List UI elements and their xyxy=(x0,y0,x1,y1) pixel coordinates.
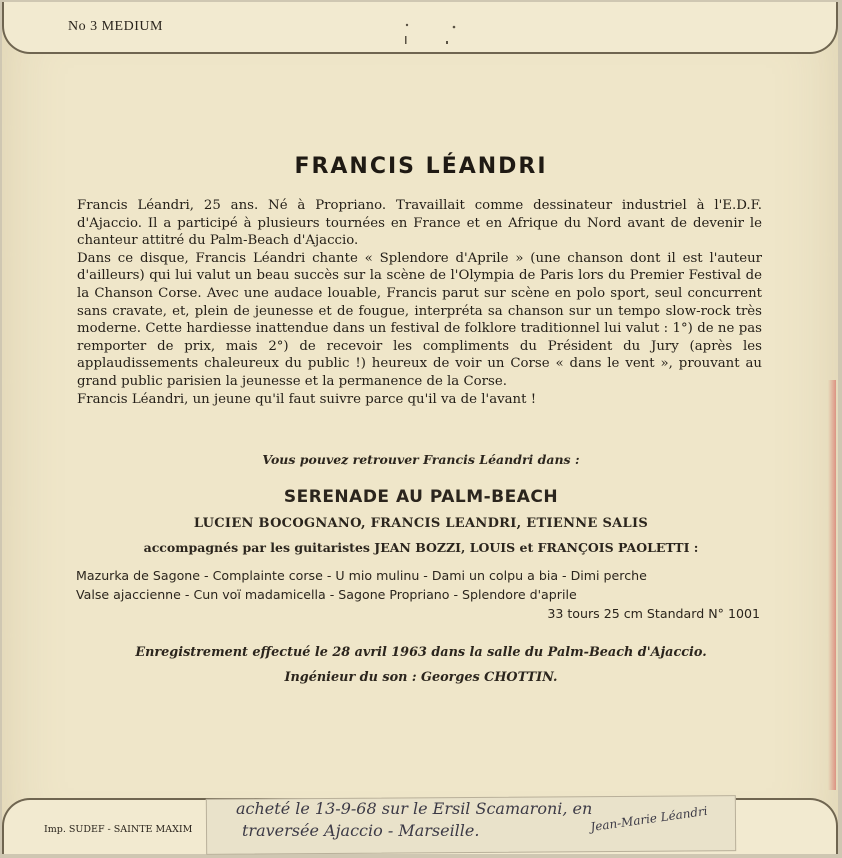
artist-title: FRANCIS LÉANDRI xyxy=(294,154,548,179)
red-edge-stain xyxy=(828,380,836,790)
handwritten-line: traversée Ajaccio - Marseille. xyxy=(242,821,480,840)
handwritten-line: acheté le 13-9-68 sur le Ersil Scamaroni, en xyxy=(236,799,593,818)
bio-paragraph-1: Francis Léandri, 25 ans. Né à Propriano. Travaillait comme dessinateur industriel à l'E.D.F. d'Ajaccio. Il a participé à plusieurs tournées en France et en Afrique du Nord avant de devenir le chanteur attitré du Palm-Beach d'Ajaccio. xyxy=(77,198,762,249)
track-list-line: Mazurka de Sagone - Complainte corse - U mio mulinu - Dami un colpu a bia - Dimi perche xyxy=(76,568,647,583)
recording-credit: Enregistrement effectué le 28 avril 1963 dans la salle du Palm-Beach d'Ajaccio. xyxy=(135,645,707,660)
handwritten-signature: Jean-Marie Léandri xyxy=(589,803,709,835)
track-list-line: Valse ajaccienne - Cun voï madamicella - Sagone Propriano - Splendore d'aprile xyxy=(76,587,577,602)
record-sleeve-back xyxy=(2,2,838,854)
album-intro: Vous pouvez retrouver Francis Léandri dans : xyxy=(262,452,580,467)
printer-credit: Imp. SUDEF - SAINTE MAXIM xyxy=(44,824,193,835)
album-artists: LUCIEN BOCOGNANO, FRANCIS LEANDRI, ETIENNE SALIS xyxy=(193,516,649,531)
biography-text xyxy=(77,197,762,408)
engineer-credit: Ingénieur du son : Georges CHOTTIN. xyxy=(284,670,558,685)
flap-pin-marks xyxy=(402,22,462,52)
record-format: 33 tours 25 cm Standard N° 1001 xyxy=(547,606,760,621)
album-title: SERENADE AU PALM-BEACH xyxy=(283,487,559,507)
bio-paragraph-2: Dans ce disque, Francis Léandri chante « Splendore d'Aprile » (une chanson dont il est l'auteur d'ailleurs) qui lui valut un beau succès sur la scène de l'Olympia de Paris lors du Premier Festival de la Chanson Corse. Avec une audace louable, Francis parut sur scène en polo sport, seul concurrent sans cravate, et, plein de jeunesse et de fougue, interpréta sa chanson sur un tempo slow-rock très moderne. Cette hardiesse inattendue dans un festival de folklore traditionnel lui valut : 1°) de ne pas remporter de prix, mais 2°) de recevoir les compliments du Président du Jury (après les applaudissements chaleureux du public !) heureux de voir un Corse « dans le vent », prouvant au grand public parisien la jeunesse et la permanence de la Corse. xyxy=(77,250,762,389)
track-list xyxy=(76,566,766,604)
size-label: No 3 MEDIUM xyxy=(68,19,163,34)
album-accompaniment: accompagnés par les guitaristes JEAN BOZZI, LOUIS et FRANÇOIS PAOLETTI : xyxy=(143,540,699,555)
bio-paragraph-3: Francis Léandri, un jeune qu'il faut suivre parce qu'il va de l'avant ! xyxy=(77,391,537,407)
